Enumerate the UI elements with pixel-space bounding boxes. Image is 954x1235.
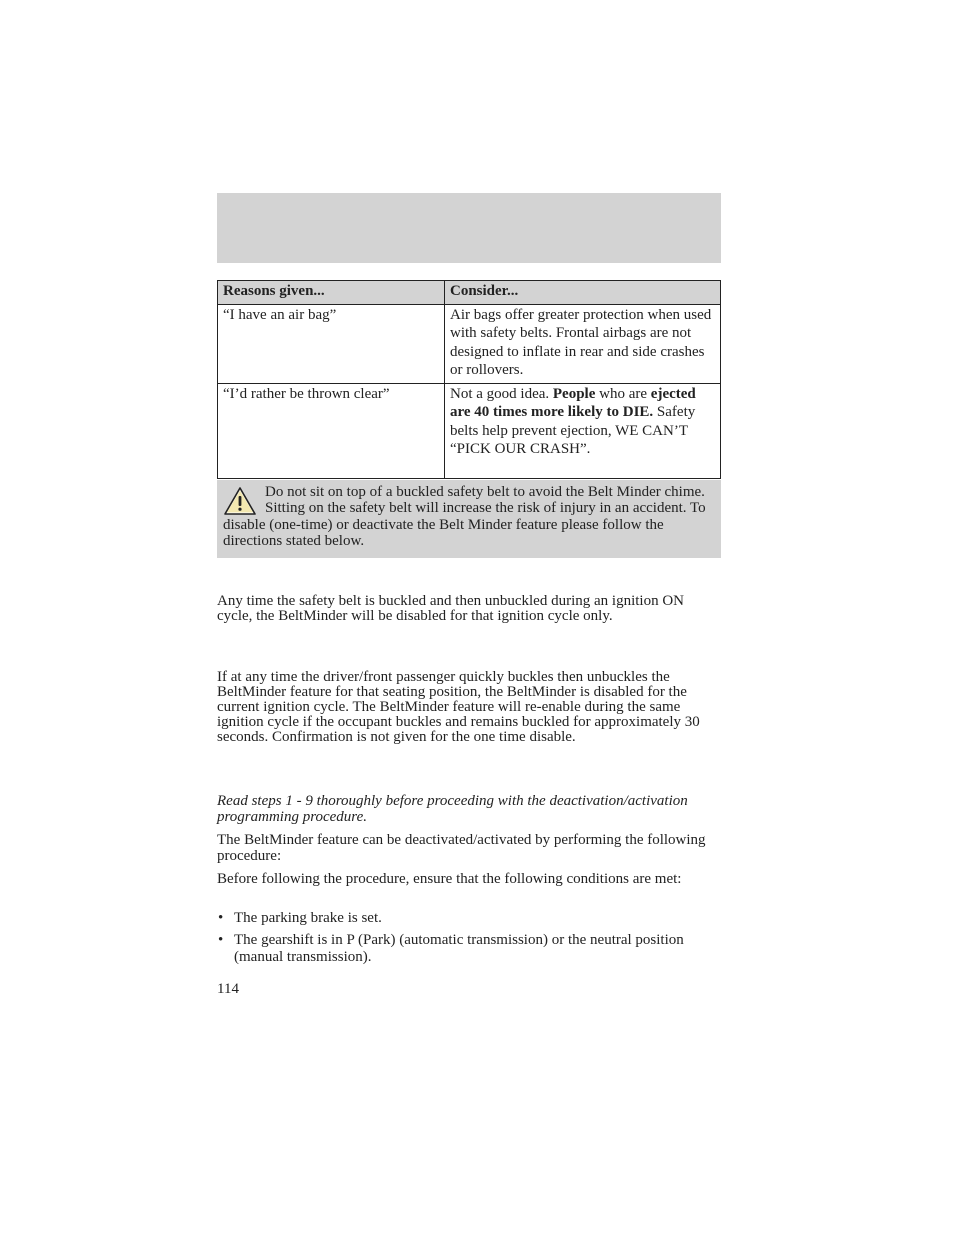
paragraph-read-steps: Read steps 1 - 9 thoroughly before proceeding with the deactivation/activation programming procedure.	[217, 793, 688, 826]
header-band	[217, 193, 721, 263]
consider-text: who are	[595, 385, 651, 402]
consider-cell	[445, 383, 721, 478]
paragraph-procedure-intro: The BeltMinder feature can be deactivated/activated by performing the following procedure:	[217, 832, 706, 865]
consider-text: Not a good idea.	[450, 385, 553, 402]
table-row	[218, 304, 721, 383]
consider-emphasis: ejected are 40 times more likely to DIE.	[450, 385, 696, 420]
consider-text: Safety belts help prevent ejection, WE CAN’T “PICK OUR CRASH”.	[450, 404, 696, 457]
table-header-consider: Consider...	[445, 281, 721, 305]
paragraph-conditions: Before following the procedure, ensure that the following conditions are met:	[217, 871, 682, 887]
consider-emphasis: People	[552, 385, 596, 402]
list-item	[217, 932, 723, 966]
table-header-reasons: Reasons given...	[218, 281, 445, 305]
list-item-text: The gearshift is in P (Park) (automatic transmission) or the neutral position (manual transmission).	[234, 932, 684, 965]
page-number: 114	[217, 981, 239, 997]
warning-box	[217, 480, 721, 558]
table-header-row	[218, 281, 721, 305]
bullet-icon: •	[218, 932, 224, 948]
conditions-list	[217, 910, 723, 971]
reason-cell: “I have an air bag”	[218, 304, 445, 383]
reasons-table	[217, 280, 721, 479]
list-item-text: The parking brake is set.	[234, 910, 382, 926]
table-row	[218, 383, 721, 478]
warning-text: Do not sit on top of a buckled safety belt to avoid the Belt Minder chime. Sitting on the safety belt will increase the risk of injury in an accident. To disable (one-time) or deactivate the Belt Minder feature please follow the directions stated below.	[223, 484, 706, 549]
paragraph-quick-buckle: If at any time the driver/front passenger quickly buckles then unbuckles the BeltMinder feature for that seating position, the BeltMinder is disabled for the current ignition cycle. The BeltMinder feature will re-enable during the same ignition cycle if the occupant buckles and remains buckled for approximately 30 seconds. Confirmation is not given for the one time disable.	[217, 669, 700, 745]
reason-cell: “I’d rather be thrown clear”	[218, 383, 445, 478]
list-item	[217, 910, 723, 927]
paragraph-one-time-disable: Any time the safety belt is buckled and then unbuckled during an ignition ON cycle, the BeltMinder will be disabled for that ignition cycle only.	[217, 593, 684, 624]
consider-cell: Air bags offer greater protection when used with safety belts. Frontal airbags are not designed to inflate in rear and side crashes or rollovers.	[445, 304, 721, 383]
bullet-icon: •	[218, 910, 224, 926]
warning-triangle-icon	[223, 486, 257, 516]
